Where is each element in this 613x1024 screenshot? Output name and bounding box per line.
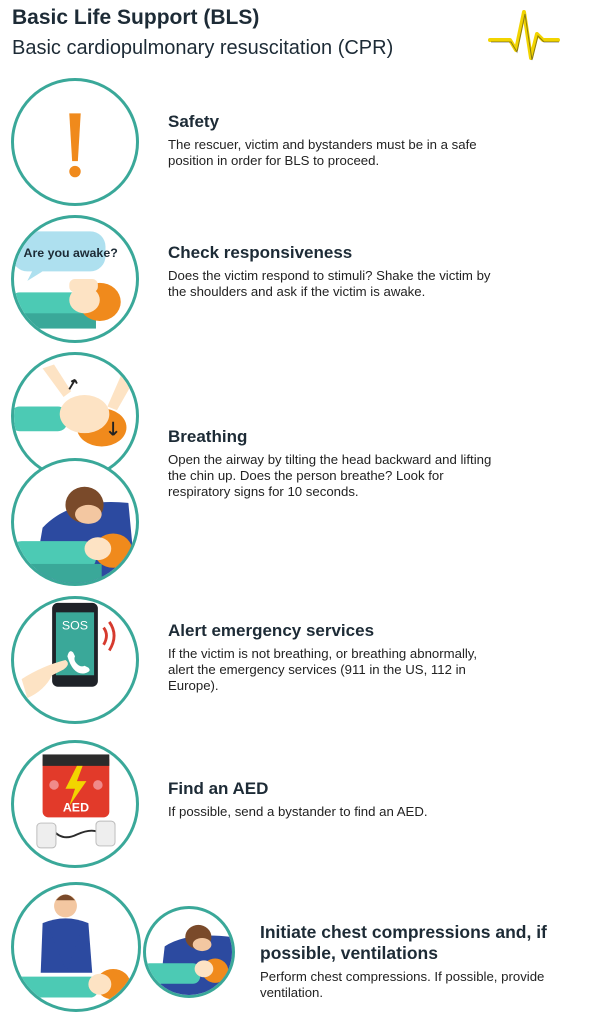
- step-body: If the victim is not breathing, or breathing abnormally, alert the emergency services (911 in the US, 112 in Europe).: [168, 646, 478, 693]
- step-safety: [168, 112, 498, 169]
- step-heading: Check responsiveness: [168, 243, 353, 262]
- phone-sos-text: SOS: [61, 618, 89, 633]
- chest-compression-icon: [14, 885, 138, 1009]
- step-heading: Breathing: [168, 427, 248, 446]
- step-check-responsiveness: [168, 243, 498, 300]
- look-breathing-icon: [14, 461, 136, 583]
- look-listen-feel-illustration: [11, 458, 139, 586]
- step-heading: Initiate chest compressions and, if possible, ventilations: [260, 922, 547, 963]
- exclamation-icon: [14, 81, 136, 203]
- step-heading: Find an AED: [168, 779, 269, 798]
- safety-illustration: [11, 78, 139, 206]
- shaking-victim-icon: [14, 218, 136, 340]
- emergency-call-illustration: [11, 596, 139, 724]
- step-heading: Safety: [168, 112, 220, 131]
- responsiveness-illustration: [11, 215, 139, 343]
- aed-label: AED: [62, 800, 90, 815]
- speech-bubble-text: Are you awake?: [23, 246, 118, 261]
- step-heading: Alert emergency services: [168, 621, 375, 640]
- step-body: Open the airway by tilting the head backward and lifting the chin up. Does the person breathe? Look for respiratory signs for 10 seconds.: [168, 452, 492, 499]
- aed-illustration: [11, 740, 139, 868]
- step-alert-emergency-services: [168, 621, 503, 694]
- step-body: Perform chest compressions. If possible, provide ventilation.: [260, 969, 545, 1000]
- page-title: Basic Life Support (BLS): [12, 6, 260, 29]
- phone-sos-icon: [14, 599, 136, 721]
- step-breathing: [168, 427, 508, 500]
- heartbeat-pulse-icon: [488, 6, 560, 62]
- step-body: Does the victim respond to stimuli? Shake the victim by the shoulders and ask if the victim is awake.: [168, 268, 491, 299]
- step-body: The rescuer, victim and bystanders must be in a safe position in order for BLS to proceed.: [168, 137, 477, 168]
- step-body: If possible, send a bystander to find an AED.: [168, 804, 428, 819]
- step-find-aed: [168, 779, 498, 820]
- aed-device-icon: [14, 743, 136, 865]
- chest-compression-illustration: [11, 882, 141, 1012]
- ventilation-illustration: [143, 906, 235, 998]
- page-subtitle: Basic cardiopulmonary resuscitation (CPR): [12, 37, 394, 59]
- step-chest-compressions: [260, 922, 590, 1001]
- rescue-breath-icon: [146, 909, 232, 995]
